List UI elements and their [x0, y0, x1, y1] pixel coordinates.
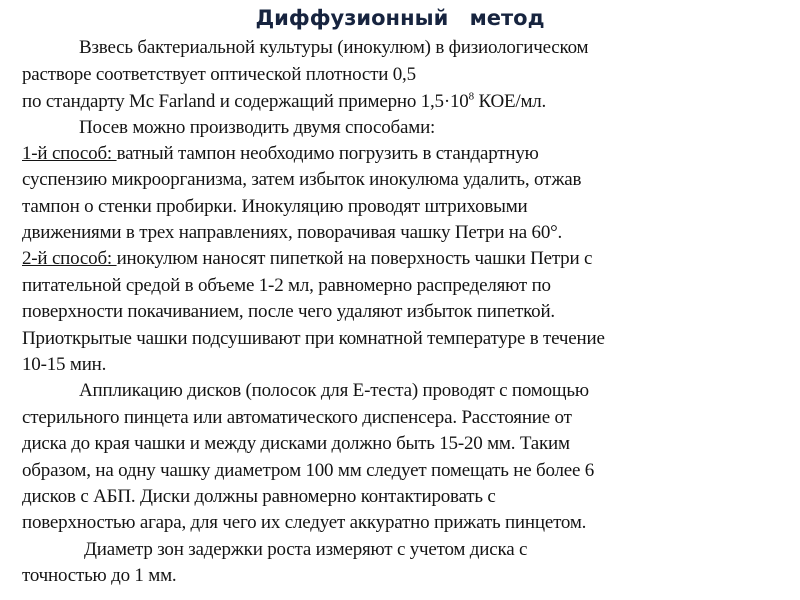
text-line: движениями в трех направлениях, поворачивая чашку Петри на 60°. [22, 222, 563, 243]
text-line: поверхностью агара, для чего их следует аккуратно прижать пинцетом. [22, 512, 587, 533]
text-line: тампон о стенки пробирки. Инокуляцию проводят штриховыми [22, 196, 528, 217]
text-line [22, 143, 539, 165]
text-line: стерильного пинцета или автоматического диспенсера. Расстояние от [22, 407, 572, 428]
method-2-label: 2-й способ: [22, 248, 117, 269]
text-line: диска до края чашки и между дисками должно быть 15-20 мм. Таким [22, 433, 570, 454]
text-line: Посев можно производить двумя способами: [79, 117, 436, 138]
text-segment: КОЕ/мл. [473, 91, 547, 112]
text-segment: по стандарту Mc Farland и содержащий примерно 1,5·10 [22, 91, 469, 112]
text-line: питательной средой в объеме 1-2 мл, равномерно распределяют по [22, 275, 551, 296]
text-segment: инокулюм наносят пипеткой на поверхность чашки Петри с [116, 248, 593, 269]
text-line [22, 248, 592, 270]
superscript: 8 [468, 90, 474, 103]
text-line: дисков с АБП. Диски должны равномерно контактировать с [22, 486, 496, 507]
text-line: Диаметр зон задержки роста измеряют с учетом диска с [84, 539, 528, 560]
text-line: Взвесь бактериальной культуры (инокулюм) в физиологическом [79, 37, 589, 58]
text-line: поверхности покачиванием, после чего удаляют избыток пипеткой. [22, 301, 555, 322]
text-line: Аппликацию дисков (полосок для Е-теста) проводят с помощью [79, 380, 589, 401]
text-line: 10-15 мин. [22, 354, 107, 375]
method-1-label: 1-й способ: [22, 143, 117, 164]
text-segment: ватный тампон необходимо погрузить в стандартную [116, 143, 539, 164]
text-line: суспензию микроорганизма, затем избыток инокулюма удалить, отжав [22, 169, 582, 190]
text-line: Приоткрытые чашки подсушивают при комнатной температуре в течение [22, 328, 605, 349]
slide-title: Диффузионный метод [255, 6, 545, 30]
text-line: точностью до 1 мм. [22, 565, 177, 586]
text-line [22, 91, 546, 113]
text-line: образом, на одну чашку диаметром 100 мм следует помещать не более 6 [22, 460, 595, 481]
text-line: растворе соответствует оптической плотности 0,5 [22, 64, 416, 85]
